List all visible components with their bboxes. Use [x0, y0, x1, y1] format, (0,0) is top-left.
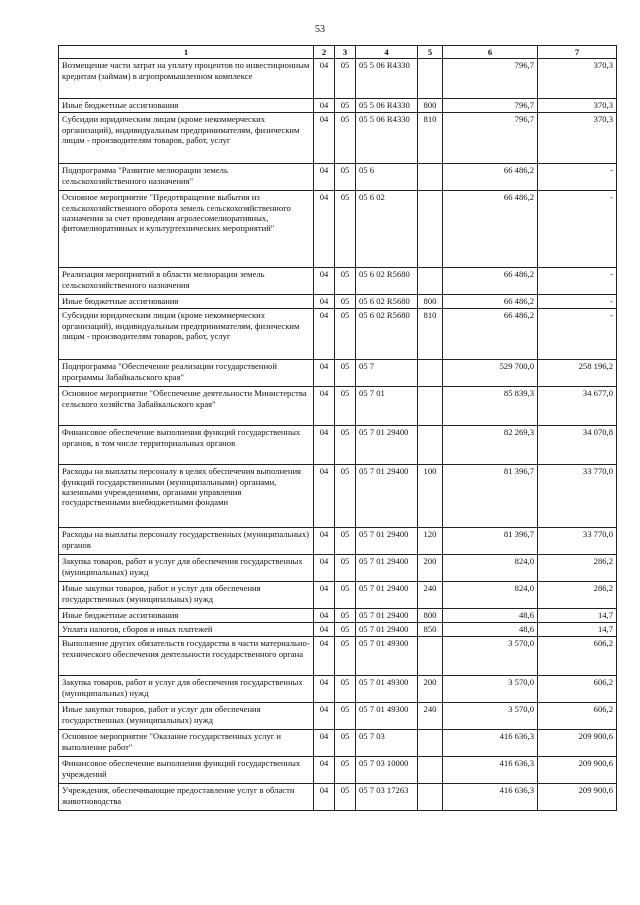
- section-code: 04: [314, 703, 335, 730]
- table-row: [59, 99, 617, 113]
- item-name: Иные закупки товаров, работ и услуг для обеспечения государственных (муниципальных) нужд: [59, 703, 314, 730]
- item-name: Уплата налогов, сборов и иных платежей: [59, 623, 314, 637]
- subsection-code: 05: [335, 730, 356, 757]
- amount-col6: 529 700,0: [443, 360, 538, 387]
- table-row: [59, 703, 617, 730]
- target-article-code: 05 7 03 10000: [356, 757, 418, 784]
- column-header: 7: [538, 46, 617, 59]
- section-code: 04: [314, 555, 335, 582]
- section-code: 04: [314, 730, 335, 757]
- section-code: 04: [314, 295, 335, 309]
- expense-type-code: [418, 164, 443, 191]
- subsection-code: 05: [335, 555, 356, 582]
- target-article-code: 05 7: [356, 360, 418, 387]
- amount-col6: 66 486,2: [443, 164, 538, 191]
- section-code: 04: [314, 113, 335, 164]
- item-name: Возмещение части затрат на уплату процентов по инвестиционным кредитам (займам) в агропромышленном комплексе: [59, 59, 314, 99]
- amount-col7: 33 770,0: [538, 465, 617, 528]
- target-article-code: 05 7 03: [356, 730, 418, 757]
- amount-col6: 416 636,3: [443, 784, 538, 811]
- subsection-code: 05: [335, 164, 356, 191]
- table-row: [59, 730, 617, 757]
- amount-col7: 606,2: [538, 637, 617, 676]
- table-row: [59, 784, 617, 811]
- subsection-code: 05: [335, 59, 356, 99]
- target-article-code: 05 7 01 49300: [356, 637, 418, 676]
- amount-col7: -: [538, 164, 617, 191]
- amount-col6: 416 636,3: [443, 730, 538, 757]
- amount-col6: 81 396,7: [443, 528, 538, 555]
- section-code: 04: [314, 360, 335, 387]
- expense-type-code: [418, 387, 443, 426]
- amount-col6: 824,0: [443, 555, 538, 582]
- expense-type-code: [418, 730, 443, 757]
- expense-type-code: [418, 637, 443, 676]
- amount-col6: 85 839,3: [443, 387, 538, 426]
- section-code: 04: [314, 164, 335, 191]
- section-code: 04: [314, 582, 335, 609]
- table-row: [59, 528, 617, 555]
- table-row: [59, 582, 617, 609]
- item-name: Иные бюджетные ассигнования: [59, 99, 314, 113]
- item-name: Выполнение других обязательств государства в части материально-технического обеспечения деятельности государственного органа: [59, 637, 314, 676]
- table-row: [59, 609, 617, 623]
- target-article-code: 05 6: [356, 164, 418, 191]
- subsection-code: 05: [335, 191, 356, 268]
- target-article-code: 05 6 02: [356, 191, 418, 268]
- item-name: Подпрограмма "Обеспечение реализации государственной программы Забайкальского края": [59, 360, 314, 387]
- subsection-code: 05: [335, 426, 356, 465]
- table-row: [59, 59, 617, 99]
- subsection-code: 05: [335, 387, 356, 426]
- item-name: Иные закупки товаров, работ и услуг для обеспечения государственных (муниципальных) нужд: [59, 582, 314, 609]
- target-article-code: 05 7 01 29400: [356, 528, 418, 555]
- subsection-code: 05: [335, 637, 356, 676]
- subsection-code: 05: [335, 784, 356, 811]
- expense-type-code: 240: [418, 703, 443, 730]
- section-code: 04: [314, 268, 335, 295]
- page-number: 53: [315, 24, 325, 35]
- section-code: 04: [314, 609, 335, 623]
- item-name: Расходы на выплаты персоналу государственных (муниципальных) органов: [59, 528, 314, 555]
- expense-type-code: 810: [418, 113, 443, 164]
- expense-type-code: 800: [418, 295, 443, 309]
- column-header: 2: [314, 46, 335, 59]
- expense-type-code: [418, 757, 443, 784]
- section-code: 04: [314, 784, 335, 811]
- table-row: [59, 426, 617, 465]
- item-name: Подпрограмма "Развитие мелиорации земель сельскохозяйственного назначения": [59, 164, 314, 191]
- table-row: [59, 164, 617, 191]
- target-article-code: 05 7 01 29400: [356, 555, 418, 582]
- column-header: 5: [418, 46, 443, 59]
- subsection-code: 05: [335, 309, 356, 360]
- item-name: Иные бюджетные ассигнования: [59, 609, 314, 623]
- amount-col6: 66 486,2: [443, 295, 538, 309]
- expense-type-code: 810: [418, 309, 443, 360]
- column-header: 3: [335, 46, 356, 59]
- section-code: 04: [314, 309, 335, 360]
- amount-col6: 796,7: [443, 59, 538, 99]
- column-header: 1: [59, 46, 314, 59]
- amount-col7: -: [538, 191, 617, 268]
- subsection-code: 05: [335, 676, 356, 703]
- column-header: 6: [443, 46, 538, 59]
- table-row: [59, 757, 617, 784]
- amount-col6: 81 396,7: [443, 465, 538, 528]
- table-row: [59, 360, 617, 387]
- amount-col7: 258 196,2: [538, 360, 617, 387]
- column-header: 4: [356, 46, 418, 59]
- amount-col6: 824,0: [443, 582, 538, 609]
- amount-col7: 14,7: [538, 609, 617, 623]
- subsection-code: 05: [335, 609, 356, 623]
- amount-col7: 14,7: [538, 623, 617, 637]
- item-name: Основное мероприятие "Оказание государственных услуг и выполнение работ": [59, 730, 314, 757]
- amount-col6: 796,7: [443, 113, 538, 164]
- section-code: 04: [314, 59, 335, 99]
- amount-col7: 209 900,6: [538, 757, 617, 784]
- amount-col7: 606,2: [538, 676, 617, 703]
- amount-col6: 416 636,3: [443, 757, 538, 784]
- subsection-code: 05: [335, 528, 356, 555]
- target-article-code: 05 5 06 R4330: [356, 59, 418, 99]
- expense-type-code: 200: [418, 676, 443, 703]
- amount-col6: 48,6: [443, 609, 538, 623]
- amount-col7: 33 770,0: [538, 528, 617, 555]
- amount-col7: 209 900,6: [538, 730, 617, 757]
- item-name: Финансовое обеспечение выполнения функций государственных учреждений: [59, 757, 314, 784]
- expense-type-code: 800: [418, 99, 443, 113]
- expense-type-code: 240: [418, 582, 443, 609]
- section-code: 04: [314, 426, 335, 465]
- amount-col6: 48,6: [443, 623, 538, 637]
- budget-table: [58, 45, 617, 811]
- target-article-code: 05 7 01 49300: [356, 676, 418, 703]
- item-name: Субсидии юридическим лицам (кроме некоммерческих организаций), индивидуальным предпринимателям, физическим лицам - производителям товаров, работ, услуг: [59, 113, 314, 164]
- amount-col6: 796,7: [443, 99, 538, 113]
- subsection-code: 05: [335, 623, 356, 637]
- item-name: Учреждения, обеспечивающие предоставление услуг в области животноводства: [59, 784, 314, 811]
- target-article-code: 05 7 01 49300: [356, 703, 418, 730]
- subsection-code: 05: [335, 465, 356, 528]
- item-name: Субсидии юридическим лицам (кроме некоммерческих организаций), индивидуальным предпринимателям, физическим лицам - производителям товаров, работ, услуг: [59, 309, 314, 360]
- expense-type-code: [418, 426, 443, 465]
- item-name: Основное мероприятие "Обеспечение деятельности Министерства сельского хозяйства Забайкальского края": [59, 387, 314, 426]
- section-code: 04: [314, 637, 335, 676]
- amount-col7: -: [538, 295, 617, 309]
- section-code: 04: [314, 623, 335, 637]
- amount-col7: 370,3: [538, 59, 617, 99]
- expense-type-code: [418, 59, 443, 99]
- section-code: 04: [314, 387, 335, 426]
- subsection-code: 05: [335, 703, 356, 730]
- expense-type-code: 800: [418, 609, 443, 623]
- subsection-code: 05: [335, 757, 356, 784]
- item-name: Иные бюджетные ассигнования: [59, 295, 314, 309]
- table-row: [59, 309, 617, 360]
- amount-col7: 286,2: [538, 555, 617, 582]
- expense-type-code: 120: [418, 528, 443, 555]
- item-name: Реализация мероприятий в области мелиорации земель сельскохозяйственного назначения: [59, 268, 314, 295]
- amount-col6: 66 486,2: [443, 309, 538, 360]
- item-name: Закупка товаров, работ и услуг для обеспечения государственных (муниципальных) нужд: [59, 555, 314, 582]
- section-code: 04: [314, 465, 335, 528]
- amount-col7: 34 677,0: [538, 387, 617, 426]
- table-header-row: [59, 46, 617, 59]
- section-code: 04: [314, 676, 335, 703]
- target-article-code: 05 7 01 29400: [356, 465, 418, 528]
- target-article-code: 05 7 01 29400: [356, 623, 418, 637]
- subsection-code: 05: [335, 99, 356, 113]
- subsection-code: 05: [335, 582, 356, 609]
- expense-type-code: [418, 360, 443, 387]
- target-article-code: 05 6 02 R5680: [356, 268, 418, 295]
- subsection-code: 05: [335, 268, 356, 295]
- amount-col6: 3 570,0: [443, 703, 538, 730]
- expense-type-code: [418, 268, 443, 295]
- amount-col7: 606,2: [538, 703, 617, 730]
- section-code: 04: [314, 99, 335, 113]
- subsection-code: 05: [335, 295, 356, 309]
- table-row: [59, 623, 617, 637]
- target-article-code: 05 7 03 17263: [356, 784, 418, 811]
- amount-col6: 66 486,2: [443, 268, 538, 295]
- target-article-code: 05 5 06 R4330: [356, 99, 418, 113]
- item-name: Основное мероприятие "Предотвращение выбытия из сельскохозяйственного оборота земель сельскохозяйственного назначения за счет проведения агролесомелиоративных, фитомелиоративных и культуртехнических мероприятий": [59, 191, 314, 268]
- amount-col7: 370,3: [538, 113, 617, 164]
- item-name: Закупка товаров, работ и услуг для обеспечения государственных (муниципальных) нужд: [59, 676, 314, 703]
- table-row: [59, 295, 617, 309]
- amount-col6: 3 570,0: [443, 676, 538, 703]
- section-code: 04: [314, 528, 335, 555]
- expense-type-code: 850: [418, 623, 443, 637]
- target-article-code: 05 5 06 R4330: [356, 113, 418, 164]
- item-name: Расходы на выплаты персоналу в целях обеспечения выполнения функций государственными (муниципальными) органами, казенными учреждениями, органами управления государственными внебюджетными фондами: [59, 465, 314, 528]
- amount-col6: 66 486,2: [443, 191, 538, 268]
- target-article-code: 05 7 01 29400: [356, 609, 418, 623]
- amount-col7: 286,2: [538, 582, 617, 609]
- item-name: Финансовое обеспечение выполнения функций государственных органов, в том числе территориальных органов: [59, 426, 314, 465]
- table-row: [59, 465, 617, 528]
- target-article-code: 05 7 01 29400: [356, 426, 418, 465]
- expense-type-code: [418, 784, 443, 811]
- expense-type-code: 200: [418, 555, 443, 582]
- table-row: [59, 191, 617, 268]
- table-row: [59, 268, 617, 295]
- target-article-code: 05 7 01 29400: [356, 582, 418, 609]
- expense-type-code: 100: [418, 465, 443, 528]
- table-row: [59, 113, 617, 164]
- table-row: [59, 676, 617, 703]
- subsection-code: 05: [335, 113, 356, 164]
- table-row: [59, 387, 617, 426]
- amount-col6: 3 570,0: [443, 637, 538, 676]
- amount-col7: 209 900,6: [538, 784, 617, 811]
- expense-type-code: [418, 191, 443, 268]
- amount-col7: 34 070,8: [538, 426, 617, 465]
- amount-col7: -: [538, 309, 617, 360]
- section-code: 04: [314, 757, 335, 784]
- target-article-code: 05 6 02 R5680: [356, 295, 418, 309]
- table-row: [59, 555, 617, 582]
- subsection-code: 05: [335, 360, 356, 387]
- amount-col7: -: [538, 268, 617, 295]
- amount-col7: 370,3: [538, 99, 617, 113]
- target-article-code: 05 7 01: [356, 387, 418, 426]
- amount-col6: 82 269,3: [443, 426, 538, 465]
- target-article-code: 05 6 02 R5680: [356, 309, 418, 360]
- section-code: 04: [314, 191, 335, 268]
- table-row: [59, 637, 617, 676]
